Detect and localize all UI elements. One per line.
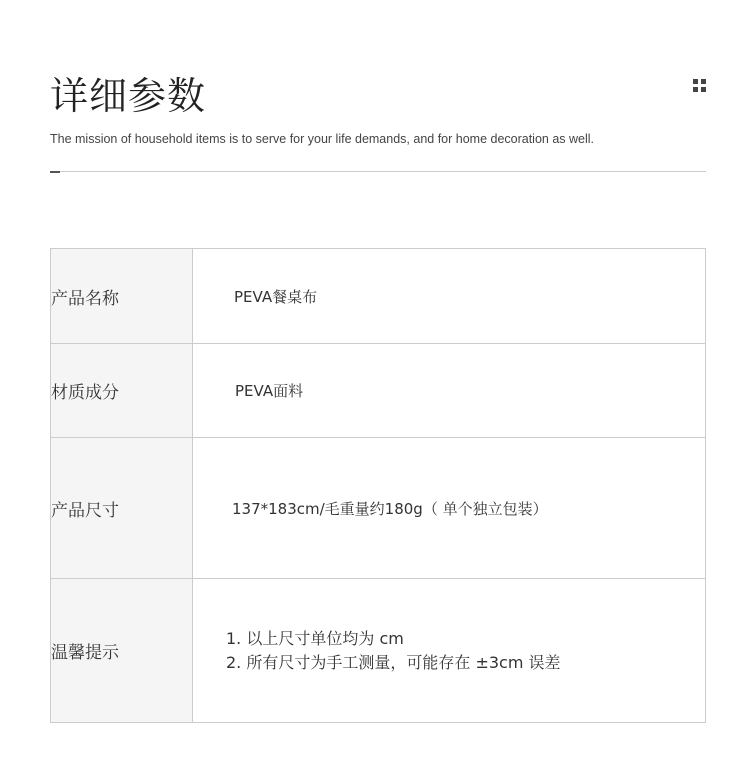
param-label: 材质成分 <box>51 344 193 438</box>
table-row <box>51 438 706 579</box>
grid-icon-cell <box>701 79 706 84</box>
param-value: PEVA餐桌布 <box>193 249 706 344</box>
parameters-table <box>50 248 706 723</box>
page-subtitle: The mission of household items is to serve for your life demands, and for home decoration as well. <box>50 132 595 146</box>
param-label: 温馨提示 <box>51 579 193 723</box>
page-title: 详细参数 <box>50 74 207 118</box>
grid-icon-cell <box>701 87 706 92</box>
table-row <box>51 344 706 438</box>
table-row <box>51 579 706 723</box>
param-value: 137*183cm/毛重量约180g（ 单个独立包装） <box>193 438 706 579</box>
grid-icon-cell <box>693 79 698 84</box>
param-value-notes <box>193 579 706 723</box>
note-line: 2. 所有尺寸为手工测量，可能存在 ±3cm 误差 <box>226 652 561 672</box>
param-label: 产品尺寸 <box>51 438 193 579</box>
param-value: PEVA面料 <box>193 344 706 438</box>
param-label: 产品名称 <box>51 249 193 344</box>
table-row <box>51 249 706 344</box>
grid-icon-cell <box>693 87 698 92</box>
header-divider-accent <box>50 171 60 173</box>
note-line: 1. 以上尺寸单位均为 cm <box>226 628 404 648</box>
header-divider <box>50 171 706 172</box>
grid-icon[interactable] <box>693 79 706 92</box>
